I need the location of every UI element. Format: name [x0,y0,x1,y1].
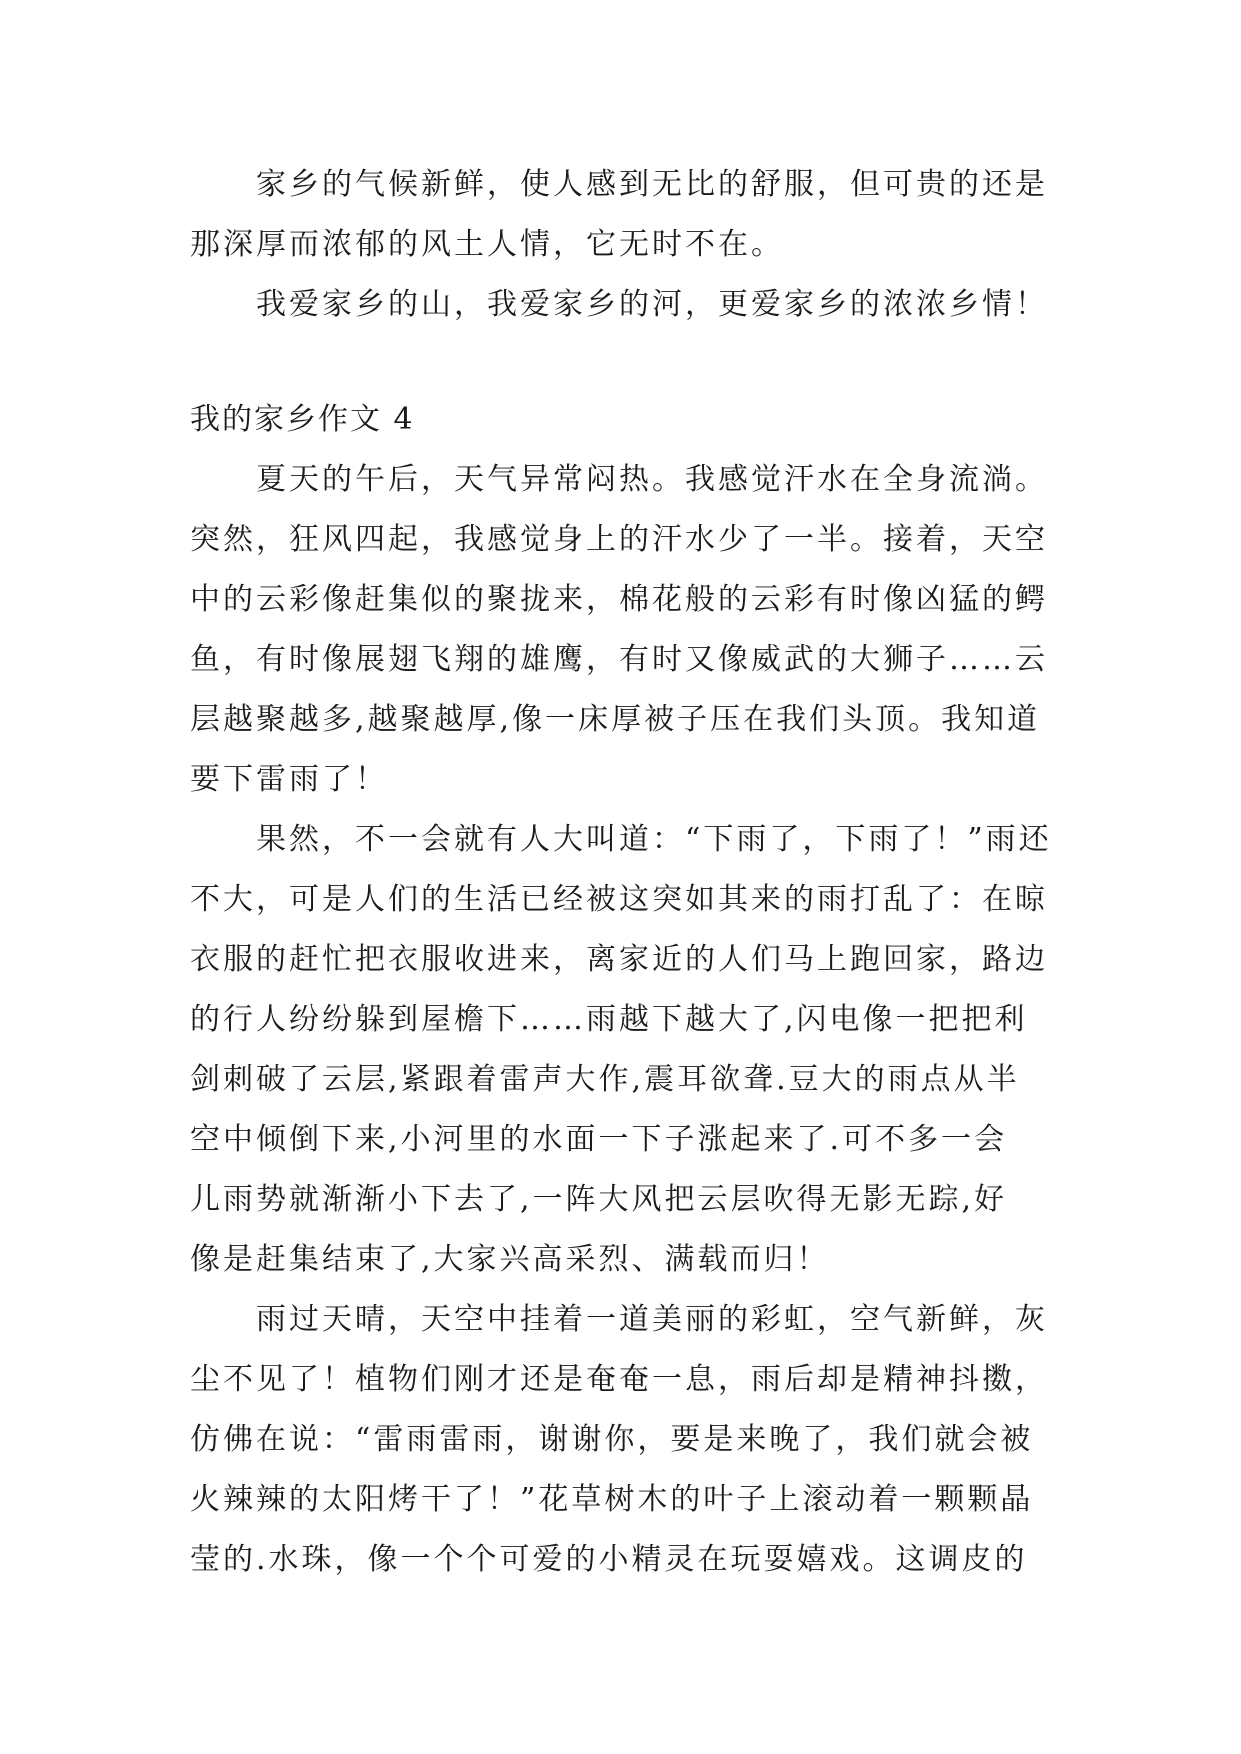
paragraph-3-line-5: 层越聚越多,越聚越厚,像一床厚被子压在我们头顶。我知道 [190,702,1041,737]
paragraph-4-line-4: 的行人纷纷躲到屋檐下……雨越下越大了,闪电像一把把利 [190,1002,1028,1037]
paragraph-4-line-3: 衣服的赶忙把衣服收进来，离家近的人们马上跑回家，路边 [190,942,1048,977]
paragraph-4-line-6: 空中倾倒下来,小河里的水面一下子涨起来了.可不多一会 [190,1122,1008,1157]
paragraph-4-line-5: 剑刺破了云层,紧跟着雷声大作,震耳欲聋.豆大的雨点从半 [190,1062,1020,1097]
paragraph-5-line-3: 仿佛在说：“雷雨雷雨，谢谢你，要是来晚了，我们就会被 [190,1422,1034,1457]
paragraph-5-line-2: 尘不见了！植物们刚才还是奄奄一息，雨后却是精神抖擞， [190,1362,1048,1397]
paragraph-3-line-4: 鱼，有时像展翅飞翔的雄鹰，有时又像威武的大狮子……云 [190,642,1048,677]
section-heading: 我的家乡作文 4 [190,402,415,437]
paragraph-4-line-1: 果然，不一会就有人大叫道：“下雨了，下雨了！”雨还 [256,822,1052,857]
paragraph-3-line-3: 中的云彩像赶集似的聚拢来，棉花般的云彩有时像凶猛的鳄 [190,582,1048,617]
paragraph-4-line-2: 不大，可是人们的生活已经被这突如其来的雨打乱了：在晾 [190,882,1048,917]
paragraph-5-line-5: 莹的.水珠，像一个个可爱的小精灵在玩耍嬉戏。这调皮的 [190,1542,1028,1577]
paragraph-5-line-4: 火辣辣的太阳烤干了！”花草树木的叶子上滚动着一颗颗晶 [190,1482,1034,1517]
paragraph-4-line-7: 儿雨势就渐渐小下去了,一阵大风把云层吹得无影无踪,好 [190,1182,1008,1217]
paragraph-5-line-1: 雨过天晴，天空中挂着一道美丽的彩虹，空气新鲜，灰 [256,1302,1048,1337]
paragraph-1-line-1: 家乡的气候新鲜，使人感到无比的舒服，但可贵的还是 [256,167,1048,202]
paragraph-4-line-8: 像是赶集结束了,大家兴高采烈、满载而归！ [190,1242,830,1277]
paragraph-2-line-1: 我爱家乡的山，我爱家乡的河，更爱家乡的浓浓乡情！ [256,287,1048,322]
paragraph-3-line-1: 夏天的午后，天气异常闷热。我感觉汗水在全身流淌。 [256,462,1048,497]
paragraph-1-line-2: 那深厚而浓郁的风土人情，它无时不在。 [190,227,784,262]
paragraph-3-line-2: 突然，狂风四起，我感觉身上的汗水少了一半。接着，天空 [190,522,1048,557]
paragraph-3-line-6: 要下雷雨了！ [190,762,388,797]
